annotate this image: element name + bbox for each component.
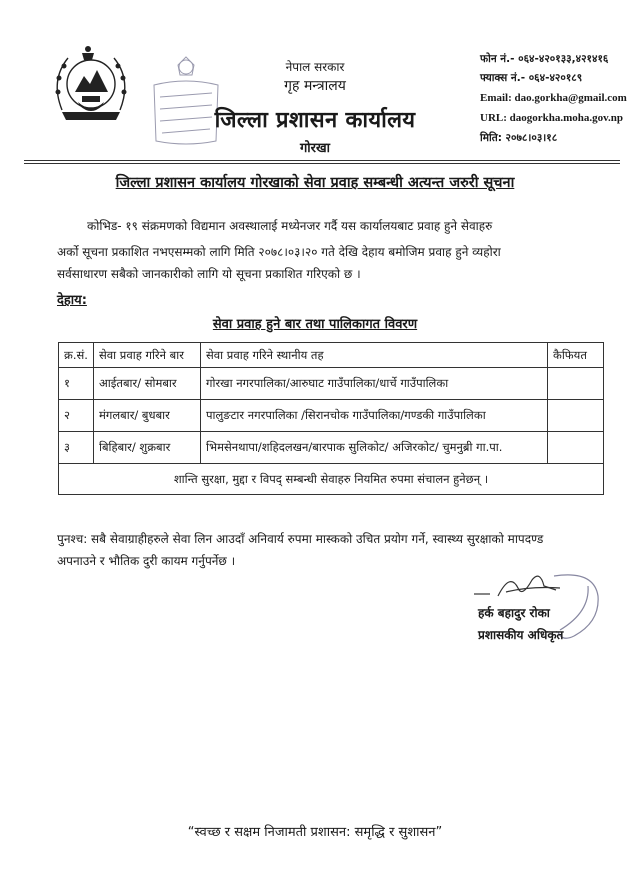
phone-number: फोन नं.- ०६४-४२०१३३,४२१४१६ bbox=[480, 53, 609, 65]
cell-remarks bbox=[548, 432, 604, 464]
body-line-1: कोभिड- १९ संक्रमणको विद्यमान अवस्थालाई मध्येनजर गर्दै यस कार्यालयबाट प्रवाह हुने सेवाहरु bbox=[87, 219, 493, 233]
notice-title-text: जिल्ला प्रशासन कार्यालय गोरखाको सेवा प्रवाह सम्बन्धी अत्यन्त जरुरी सूचना bbox=[115, 175, 515, 191]
table-row bbox=[59, 432, 604, 464]
postscript-line-2: अपनाउने र भौतिक दुरी कायम गर्नुपर्नेछ । bbox=[57, 554, 236, 568]
cell-remarks bbox=[548, 368, 604, 400]
government-label: नेपाल सरकार bbox=[285, 60, 345, 74]
table-row bbox=[59, 400, 604, 432]
letter-date: मिति: २०७८।०३।१८ bbox=[480, 132, 558, 144]
header-divider bbox=[24, 160, 620, 161]
cell-day: मंगलबार/ बुधबार bbox=[94, 400, 201, 432]
fax-number: फ्याक्स नं.- ०६४-४२०१८९ bbox=[480, 72, 583, 84]
table-row bbox=[59, 368, 604, 400]
office-title: जिल्ला प्रशासन कार्यालय bbox=[214, 108, 416, 133]
postscript-line-1: पुनश्च: सबै सेवाग्राहीहरुले सेवा लिन आउदाँ अनिवार्य रुपमा मास्कको उचित प्रयोग गर्ने, स्वास्थ्य सुरक्षाको मापदण्ड bbox=[57, 532, 544, 546]
notice-title bbox=[0, 172, 630, 192]
cell-local-level: भिमसेनथापा/शहिदलखन/बारपाक सुलिकोट/ अजिरकोट/ चुमनुब्री गा.पा. bbox=[201, 432, 548, 464]
table-header-row bbox=[59, 343, 604, 368]
office-location: गोरखा bbox=[299, 141, 330, 156]
cell-serial: २ bbox=[59, 400, 94, 432]
cell-remarks bbox=[548, 400, 604, 432]
office-motto: “स्वच्छ र सक्षम निजामती प्रशासन: समृद्धि र सुशासन” bbox=[187, 825, 443, 840]
body-line-2: अर्को सूचना प्रकाशित नभएसम्मको लागि मिति २०७८।०३।२० गते देखि देहाय बमोजिम प्रवाह हुने व्यहोरा bbox=[57, 245, 501, 259]
ministry-label: गृह मन्त्रालय bbox=[284, 78, 346, 94]
cell-day: आईतबार/ सोमबार bbox=[94, 368, 201, 400]
cell-local-level: गोरखा नगरपालिका/आरुघाट गाउँपालिका/धार्चे गाउँपालिका bbox=[201, 368, 548, 400]
email-address: Email: dao.gorkha@gmail.com bbox=[480, 92, 627, 104]
schedule-table bbox=[58, 342, 604, 495]
cell-day: बिहिबार/ शुक्रबार bbox=[94, 432, 201, 464]
table-footer-row bbox=[59, 464, 604, 495]
table-title: सेवा प्रवाह हुने बार तथा पालिकागत विवरण bbox=[212, 317, 418, 332]
cell-serial: ३ bbox=[59, 432, 94, 464]
header-serial: क्र.सं. bbox=[59, 343, 94, 368]
signatory-name: हर्क बहादुर रोका bbox=[478, 606, 550, 620]
header-local-level: सेवा प्रवाह गरिने स्थानीय तह bbox=[201, 343, 548, 368]
header-divider-thin bbox=[24, 163, 620, 164]
cell-local-level: पालुङटार नगरपालिका /सिरानचोक गाउँपालिका/गण्डकी गाउँपालिका bbox=[201, 400, 548, 432]
cell-serial: १ bbox=[59, 368, 94, 400]
signatory-role: प्रशासकीय अधिकृत bbox=[478, 628, 564, 642]
dehay-label: देहाय: bbox=[57, 293, 87, 308]
header-remarks: कैफियत bbox=[548, 343, 604, 368]
website-url: URL: daogorkha.moha.gov.np bbox=[480, 112, 624, 124]
table-footer-note: शान्ति सुरक्षा, मुद्दा र विपद् सम्बन्धी सेवाहरु नियमित रुपमा संचालन हुनेछन् । bbox=[59, 464, 604, 495]
body-line-3: सर्वसाधारण सबैको जानकारीको लागि यो सूचना प्रकाशित गरिएको छ । bbox=[57, 267, 361, 281]
header-day: सेवा प्रवाह गरिने बार bbox=[94, 343, 201, 368]
